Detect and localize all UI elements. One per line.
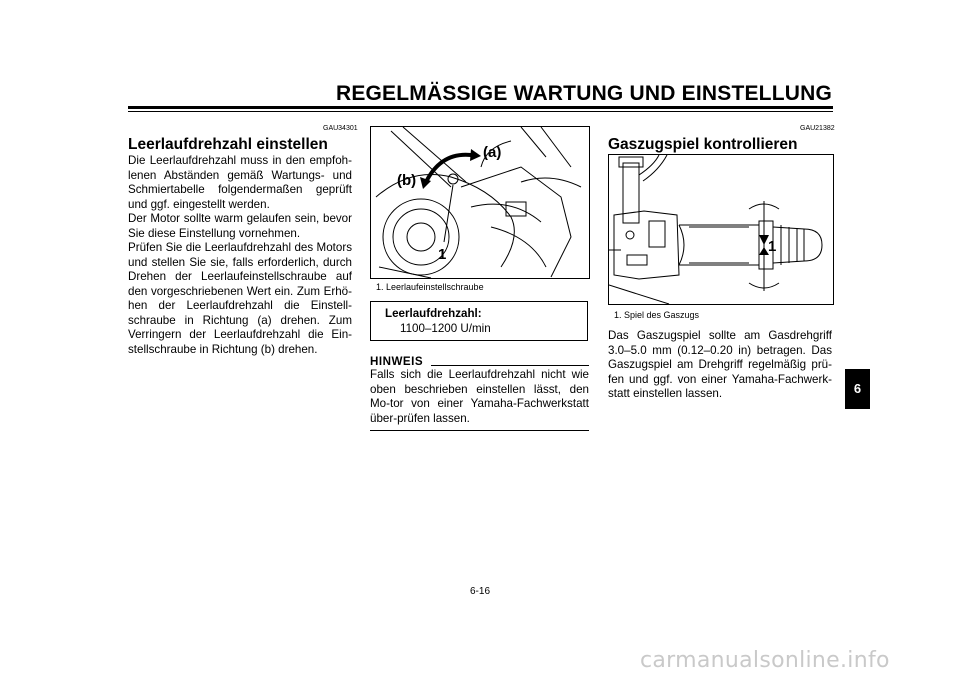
engine-drawing — [371, 127, 589, 278]
throttle-text: Das Gaszugspiel sollte am Gasdrehgriff 3.0–5.0 mm (0.12–0.20 in) betragen. Das Gaszugspiel am Drehgriff regelmäßig prü-fen und ggf. von einer Yamaha-Fachwerk-statt einstellen lassen. — [608, 329, 832, 400]
note-text: Falls sich die Leerlaufdrehzahl nicht wie oben beschrieben einstellen lässt, den Mo-tor von einer Yamaha-Fachwerkstatt über-prüfen lassen. — [370, 368, 589, 425]
figure-label-1: 1 — [768, 238, 777, 255]
header-rule — [128, 106, 833, 109]
section-title-throttle: Gaszugspiel kontrollieren — [608, 136, 798, 153]
figure-label-a: (a) — [483, 144, 502, 161]
idle-screw-illustration — [370, 126, 590, 279]
paragraph: Die Leerlaufdrehzahl muss in den empfoh-lenen Abständen gemäß Wartungs- und Schmiertabelle folgendermaßen geprüft und ggf. eingestellt werden. — [128, 154, 352, 211]
note-rule-bottom — [370, 430, 589, 431]
paragraph: Der Motor sollte warm gelaufen sein, bevor Sie diese Einstellung vornehmen. — [128, 212, 352, 240]
figure-caption-throttle: 1. Spiel des Gaszugs — [614, 310, 700, 320]
spec-value: 1100–1200 U/min — [400, 322, 491, 335]
idle-speed-text — [128, 154, 352, 357]
figure-label-1: 1 — [438, 246, 447, 263]
note-title: HINWEIS — [370, 355, 424, 368]
figure-caption-idle-screw: 1. Leerlaufeinstellschraube — [376, 282, 484, 292]
section-code: GAU34301 — [323, 125, 358, 132]
note-rule — [431, 365, 589, 366]
paragraph: Prüfen Sie die Leerlaufdrehzahl des Motors und stellen Sie sie, falls erforderlich, durch Drehen der Leerlaufeinstellschraube auf den vorgeschriebenen Wert ein. Zum Erhö-hen der Leerlaufdrehzahl die Einstell-schraube in Richtung (a) drehen. Zum Verringern der Leerlaufdrehzahl die Ein-stellschraube in Richtung (b) drehen. — [128, 241, 352, 356]
spec-label: Leerlaufdrehzahl: — [385, 307, 482, 320]
throttle-drawing — [609, 155, 833, 304]
figure-label-b: (b) — [397, 172, 417, 189]
page-header-title: REGELMÄSSIGE WARTUNG UND EINSTELLUNG — [335, 82, 832, 105]
throttle-grip-illustration — [608, 154, 834, 305]
header-rule-thin — [128, 111, 833, 112]
page-number: 6-16 — [469, 586, 490, 597]
chapter-tab: 6 — [845, 369, 870, 409]
section-title-idle-speed: Leerlaufdrehzahl einstellen — [128, 136, 328, 153]
section-code: GAU21382 — [800, 125, 835, 132]
idle-speed-spec-box — [370, 301, 588, 341]
watermark: carmanualsonline.info — [640, 648, 890, 673]
